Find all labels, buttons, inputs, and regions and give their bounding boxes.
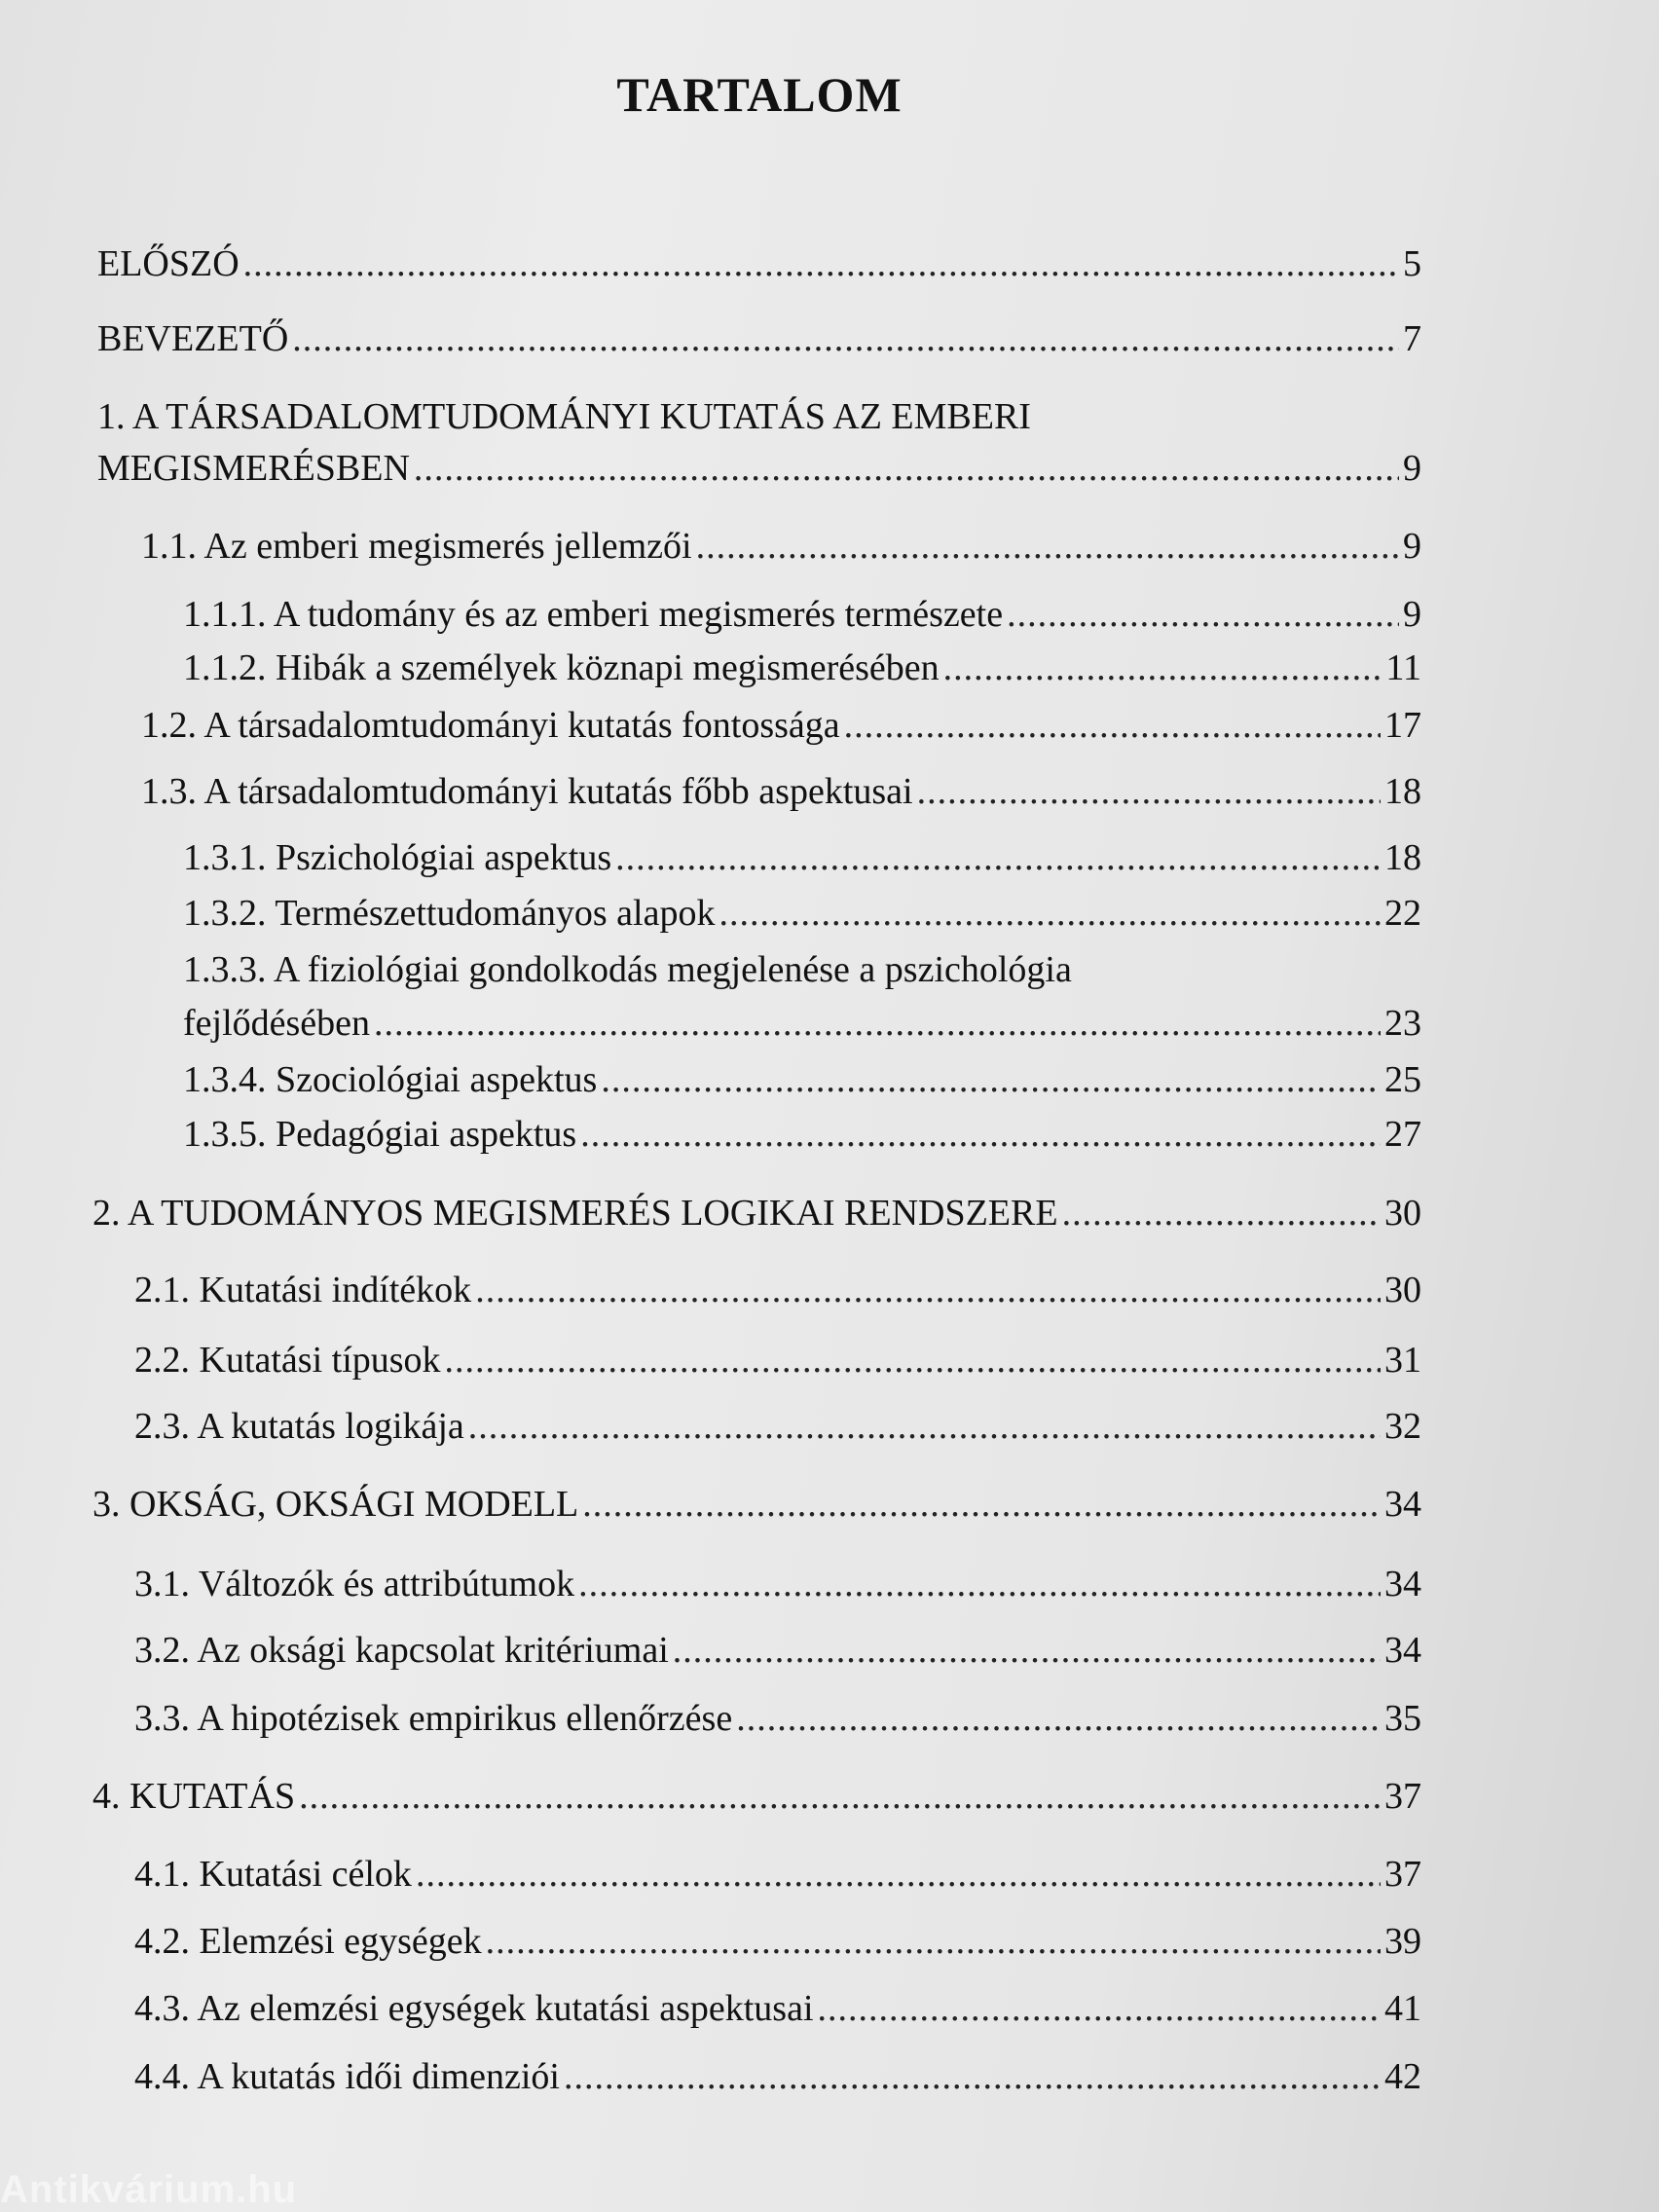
dot-leader bbox=[736, 1696, 1381, 1741]
toc-entry-chapter-3[interactable] bbox=[92, 1482, 1421, 1527]
dot-leader bbox=[818, 1986, 1381, 2031]
toc-entry-label: 1.1.1. A tudomány és az emberi megismerés természete bbox=[183, 594, 1004, 635]
toc-entry-1-3-4[interactable] bbox=[183, 1057, 1421, 1102]
dot-leader bbox=[580, 1112, 1381, 1157]
toc-entry-page: 35 bbox=[1384, 1698, 1421, 1739]
dot-leader bbox=[582, 1482, 1381, 1527]
toc-entry-label: 1.3.1. Pszichológiai aspektus bbox=[183, 837, 612, 878]
toc-entry-label: 2.1. Kutatási indítékok bbox=[134, 1270, 472, 1310]
dot-leader bbox=[1062, 1191, 1381, 1235]
toc-entry-page: 30 bbox=[1384, 1193, 1421, 1234]
toc-entry-1-2[interactable] bbox=[141, 703, 1421, 748]
toc-entry-label: 4.4. A kutatás idői dimenziói bbox=[134, 2056, 560, 2097]
toc-entry-label: 1.1. Az emberi megismerés jellemzői bbox=[141, 526, 692, 567]
toc-entry-label: BEVEZETŐ bbox=[97, 318, 289, 359]
toc-entry-page: 27 bbox=[1384, 1114, 1421, 1155]
toc-entry-1-1[interactable] bbox=[141, 524, 1421, 569]
toc-entry-label: 1.1.2. Hibák a személyek köznapi megismerésében bbox=[183, 647, 940, 688]
toc-entry-chapter-2[interactable] bbox=[92, 1191, 1421, 1235]
toc-entry-label: 3. OKSÁG, OKSÁGI MODELL bbox=[92, 1484, 579, 1525]
toc-entry-label-line1: 1. A TÁRSADALOMTUDOMÁNYI KUTATÁS AZ EMBERI bbox=[97, 396, 1031, 437]
toc-entry-eloszo[interactable] bbox=[97, 241, 1421, 286]
dot-leader bbox=[564, 2054, 1381, 2099]
toc-entry-4-1[interactable] bbox=[134, 1852, 1421, 1897]
toc-entry-label: ELŐSZÓ bbox=[97, 243, 240, 284]
toc-entry-page: 23 bbox=[1384, 1003, 1421, 1044]
toc-entry-page: 25 bbox=[1384, 1059, 1421, 1100]
toc-entry-page: 5 bbox=[1403, 243, 1421, 284]
dot-leader bbox=[917, 769, 1381, 814]
dot-leader bbox=[601, 1057, 1381, 1102]
toc-entry-page: 17 bbox=[1384, 705, 1421, 746]
toc-entry-page: 37 bbox=[1384, 1854, 1421, 1895]
toc-entry-page: 9 bbox=[1403, 526, 1421, 567]
toc-entry-page: 31 bbox=[1384, 1340, 1421, 1381]
toc-entry-page: 37 bbox=[1384, 1776, 1421, 1817]
toc-entry-page: 9 bbox=[1403, 594, 1421, 635]
toc-entry-page: 18 bbox=[1384, 771, 1421, 812]
toc-entry-label: 4. KUTATÁS bbox=[92, 1776, 296, 1817]
dot-leader bbox=[445, 1338, 1381, 1382]
toc-entry-label-line1: 1.3.3. A fiziológiai gondolkodás megjelenése a pszichológia bbox=[183, 949, 1072, 990]
toc-entry-4-3[interactable] bbox=[134, 1986, 1421, 2031]
toc-entry-chapter-1[interactable] bbox=[97, 446, 1421, 491]
dot-leader bbox=[943, 645, 1382, 690]
toc-entry-label: MEGISMERÉSBEN bbox=[97, 448, 410, 489]
dot-leader bbox=[615, 835, 1381, 880]
toc-entry-chapter-4[interactable] bbox=[92, 1774, 1421, 1819]
toc-entry-page: 11 bbox=[1385, 647, 1421, 688]
toc-entry-page: 41 bbox=[1384, 1988, 1421, 2029]
toc-entry-label: 2.2. Kutatási típusok bbox=[134, 1340, 441, 1381]
toc-entry-2-3[interactable] bbox=[134, 1404, 1421, 1449]
toc-entry-bevezeto[interactable] bbox=[97, 316, 1421, 361]
toc-entry-4-4[interactable] bbox=[134, 2054, 1421, 2099]
toc-entry-label: 1.3.2. Természettudományos alapok bbox=[183, 893, 716, 934]
toc-entry-label: 3.3. A hipotézisek empirikus ellenőrzése bbox=[134, 1698, 733, 1739]
dot-leader bbox=[844, 703, 1381, 748]
toc-entry-label: 1.3.4. Szociológiai aspektus bbox=[183, 1059, 598, 1100]
toc-entry-label: 2. A TUDOMÁNYOS MEGISMERÉS LOGIKAI RENDSZERE bbox=[92, 1193, 1058, 1234]
dot-leader bbox=[486, 1919, 1381, 1964]
dot-leader bbox=[299, 1774, 1381, 1819]
dot-leader bbox=[416, 1852, 1381, 1897]
page-title: TARTALOM bbox=[616, 67, 903, 122]
toc-entry-1-3-2[interactable] bbox=[183, 891, 1421, 936]
watermark: Antikvárium.hu bbox=[0, 2168, 298, 2211]
dot-leader bbox=[696, 524, 1399, 569]
toc-entry-page: 32 bbox=[1384, 1406, 1421, 1447]
dot-leader bbox=[673, 1628, 1381, 1673]
toc-entry-label: 1.3.5. Pedagógiai aspektus bbox=[183, 1114, 577, 1155]
toc-entry-page: 22 bbox=[1384, 893, 1421, 934]
toc-entry-page: 39 bbox=[1384, 1921, 1421, 1962]
toc-entry-page: 18 bbox=[1384, 837, 1421, 878]
toc-entry-label: 4.3. Az elemzési egységek kutatási aspektusai bbox=[134, 1988, 814, 2029]
toc-entry-label: fejlődésében bbox=[183, 1003, 371, 1044]
toc-entry-1-1-1[interactable] bbox=[183, 592, 1421, 637]
toc-entry-page: 30 bbox=[1384, 1270, 1421, 1310]
dot-leader bbox=[578, 1562, 1381, 1606]
dot-leader bbox=[468, 1404, 1381, 1449]
toc-entry-4-2[interactable] bbox=[134, 1919, 1421, 1964]
dot-leader bbox=[243, 241, 1399, 286]
toc-entry-1-3-5[interactable] bbox=[183, 1112, 1421, 1157]
toc-entry-label: 4.2. Elemzési egységek bbox=[134, 1921, 482, 1962]
toc-entry-label: 1.2. A társadalomtudományi kutatás fontossága bbox=[141, 705, 840, 746]
toc-entry-3-3[interactable] bbox=[134, 1696, 1421, 1741]
toc-entry-page: 34 bbox=[1384, 1564, 1421, 1604]
toc-entry-1-3[interactable] bbox=[141, 769, 1421, 814]
toc-entry-page: 34 bbox=[1384, 1630, 1421, 1671]
toc-entry-1-1-2[interactable] bbox=[183, 645, 1421, 690]
toc-entry-2-2[interactable] bbox=[134, 1338, 1421, 1382]
dot-leader bbox=[475, 1268, 1381, 1312]
toc-entry-1-3-1[interactable] bbox=[183, 835, 1421, 880]
toc-entry-page: 7 bbox=[1403, 318, 1421, 359]
toc-entry-3-1[interactable] bbox=[134, 1562, 1421, 1606]
dot-leader bbox=[292, 316, 1399, 361]
dot-leader bbox=[719, 891, 1381, 936]
toc-entry-page: 42 bbox=[1384, 2056, 1421, 2097]
toc-entry-page: 9 bbox=[1403, 448, 1421, 489]
toc-entry-3-2[interactable] bbox=[134, 1628, 1421, 1673]
toc-entry-2-1[interactable] bbox=[134, 1268, 1421, 1312]
toc-entry-label: 4.1. Kutatási célok bbox=[134, 1854, 412, 1895]
dot-leader bbox=[374, 1001, 1381, 1046]
dot-leader bbox=[1007, 592, 1399, 637]
toc-entry-1-3-3[interactable] bbox=[183, 1001, 1421, 1046]
toc-entry-label: 1.3. A társadalomtudományi kutatás főbb aspektusai bbox=[141, 771, 913, 812]
toc-entry-label: 2.3. A kutatás logikája bbox=[134, 1406, 464, 1447]
toc-entry-label: 3.1. Változók és attribútumok bbox=[134, 1564, 575, 1604]
dot-leader bbox=[414, 446, 1399, 491]
toc-entry-page: 34 bbox=[1384, 1484, 1421, 1525]
toc-entry-label: 3.2. Az oksági kapcsolat kritériumai bbox=[134, 1630, 669, 1671]
